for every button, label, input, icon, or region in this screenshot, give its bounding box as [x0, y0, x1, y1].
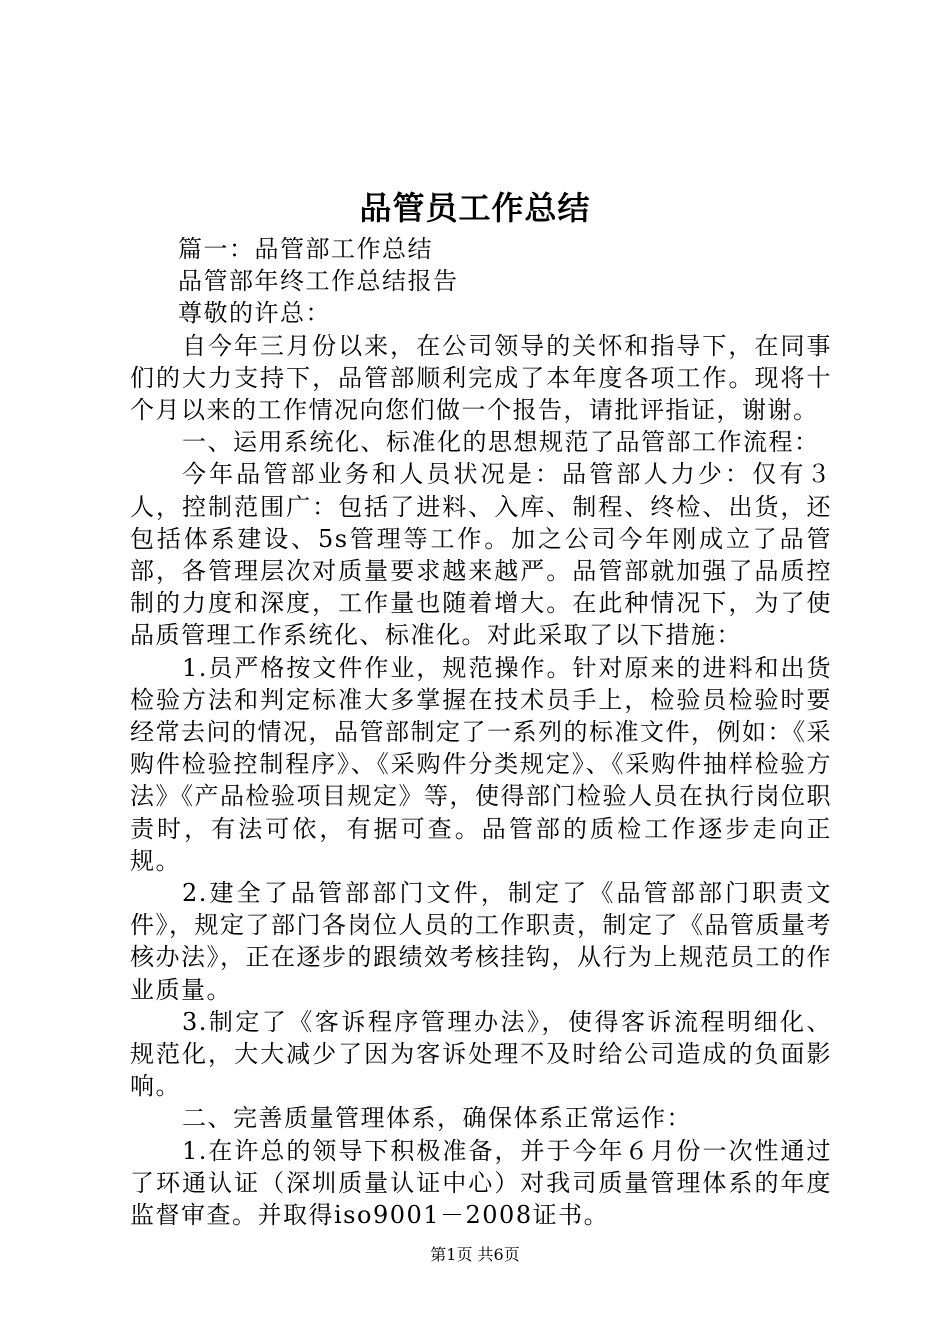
paragraph-measure-3: 3.制定了《客诉程序管理办法》，使得客诉流程明细化、规范化，大大减少了因为客诉处理不及时给公司造成的负面影响。 — [130, 1007, 832, 1101]
paragraph-heading-one: 一、运用系统化、标准化的思想规范了品管部工作流程： — [182, 428, 820, 457]
paragraph-system-1: 1.在许总的领导下积极准备，并于今年６月份一次性通过了环通认证（深圳质量认证中心）对我司质量管理体系的年度监督审查。并取得iso9001－2008证书。 — [130, 1136, 832, 1230]
paragraph-report-title: 品管部年终工作总结报告 — [178, 267, 459, 296]
paragraph-section-heading: 篇一：品管部工作总结 — [178, 235, 433, 263]
paragraph-salutation: 尊敬的许总： — [178, 299, 331, 328]
paragraph-measure-2: 2.建全了品管部部门文件，制定了《品管部部门职责文件》，规定了部门各岗位人员的工作职责，制定了《品管质量考核办法》，正在逐步的跟绩效考核挂钩，从行为上规范员工的作业质量。 — [130, 879, 832, 1004]
paragraph-measure-1: 1.员严格按文件作业，规范操作。针对原来的进料和出货检验方法和判定标准大多掌握在技术员手上，检验员检验时要经常去问的情况，品管部制定了一系列的标准文件，例如：《采购件检验控制程序》、《采购件分类规定》、《采购件抽样检验方法》《产品检验项目规定》等，使得部门检验人员在执行岗位职责时，有法可依，有据可查。品管部的质检工作逐步走向正规。 — [130, 653, 832, 875]
paragraph-intro: 自今年三月份以来，在公司领导的关怀和指导下，在同事们的大力支持下，品管部顺利完成了本年度各项工作。现将十个月以来的工作情况向您们做一个报告，请批评指证，谢谢。 — [130, 331, 832, 425]
paragraph-heading-two: 二、完善质量管理体系，确保体系正常运作： — [182, 1104, 692, 1133]
paragraph-situation: 今年品管部业务和人员状况是：品管部人力少：仅有３人，控制范围广：包括了进料、入库、制程、终检、出货，还包括体系建设、5s管理等工作。加之公司今年刚成立了品管部，各管理层次对质量要求越来越严。品管部就加强了品质控制的力度和深度，工作量也随着增大。在此种情况下，为了使品质管理工作系统化、标准化。对此采取了以下措施： — [130, 460, 832, 650]
document-title: 品管员工作总结 — [359, 189, 591, 227]
page-footer: 第1页 共6页 — [430, 1245, 520, 1264]
document-body — [130, 233, 832, 1231]
